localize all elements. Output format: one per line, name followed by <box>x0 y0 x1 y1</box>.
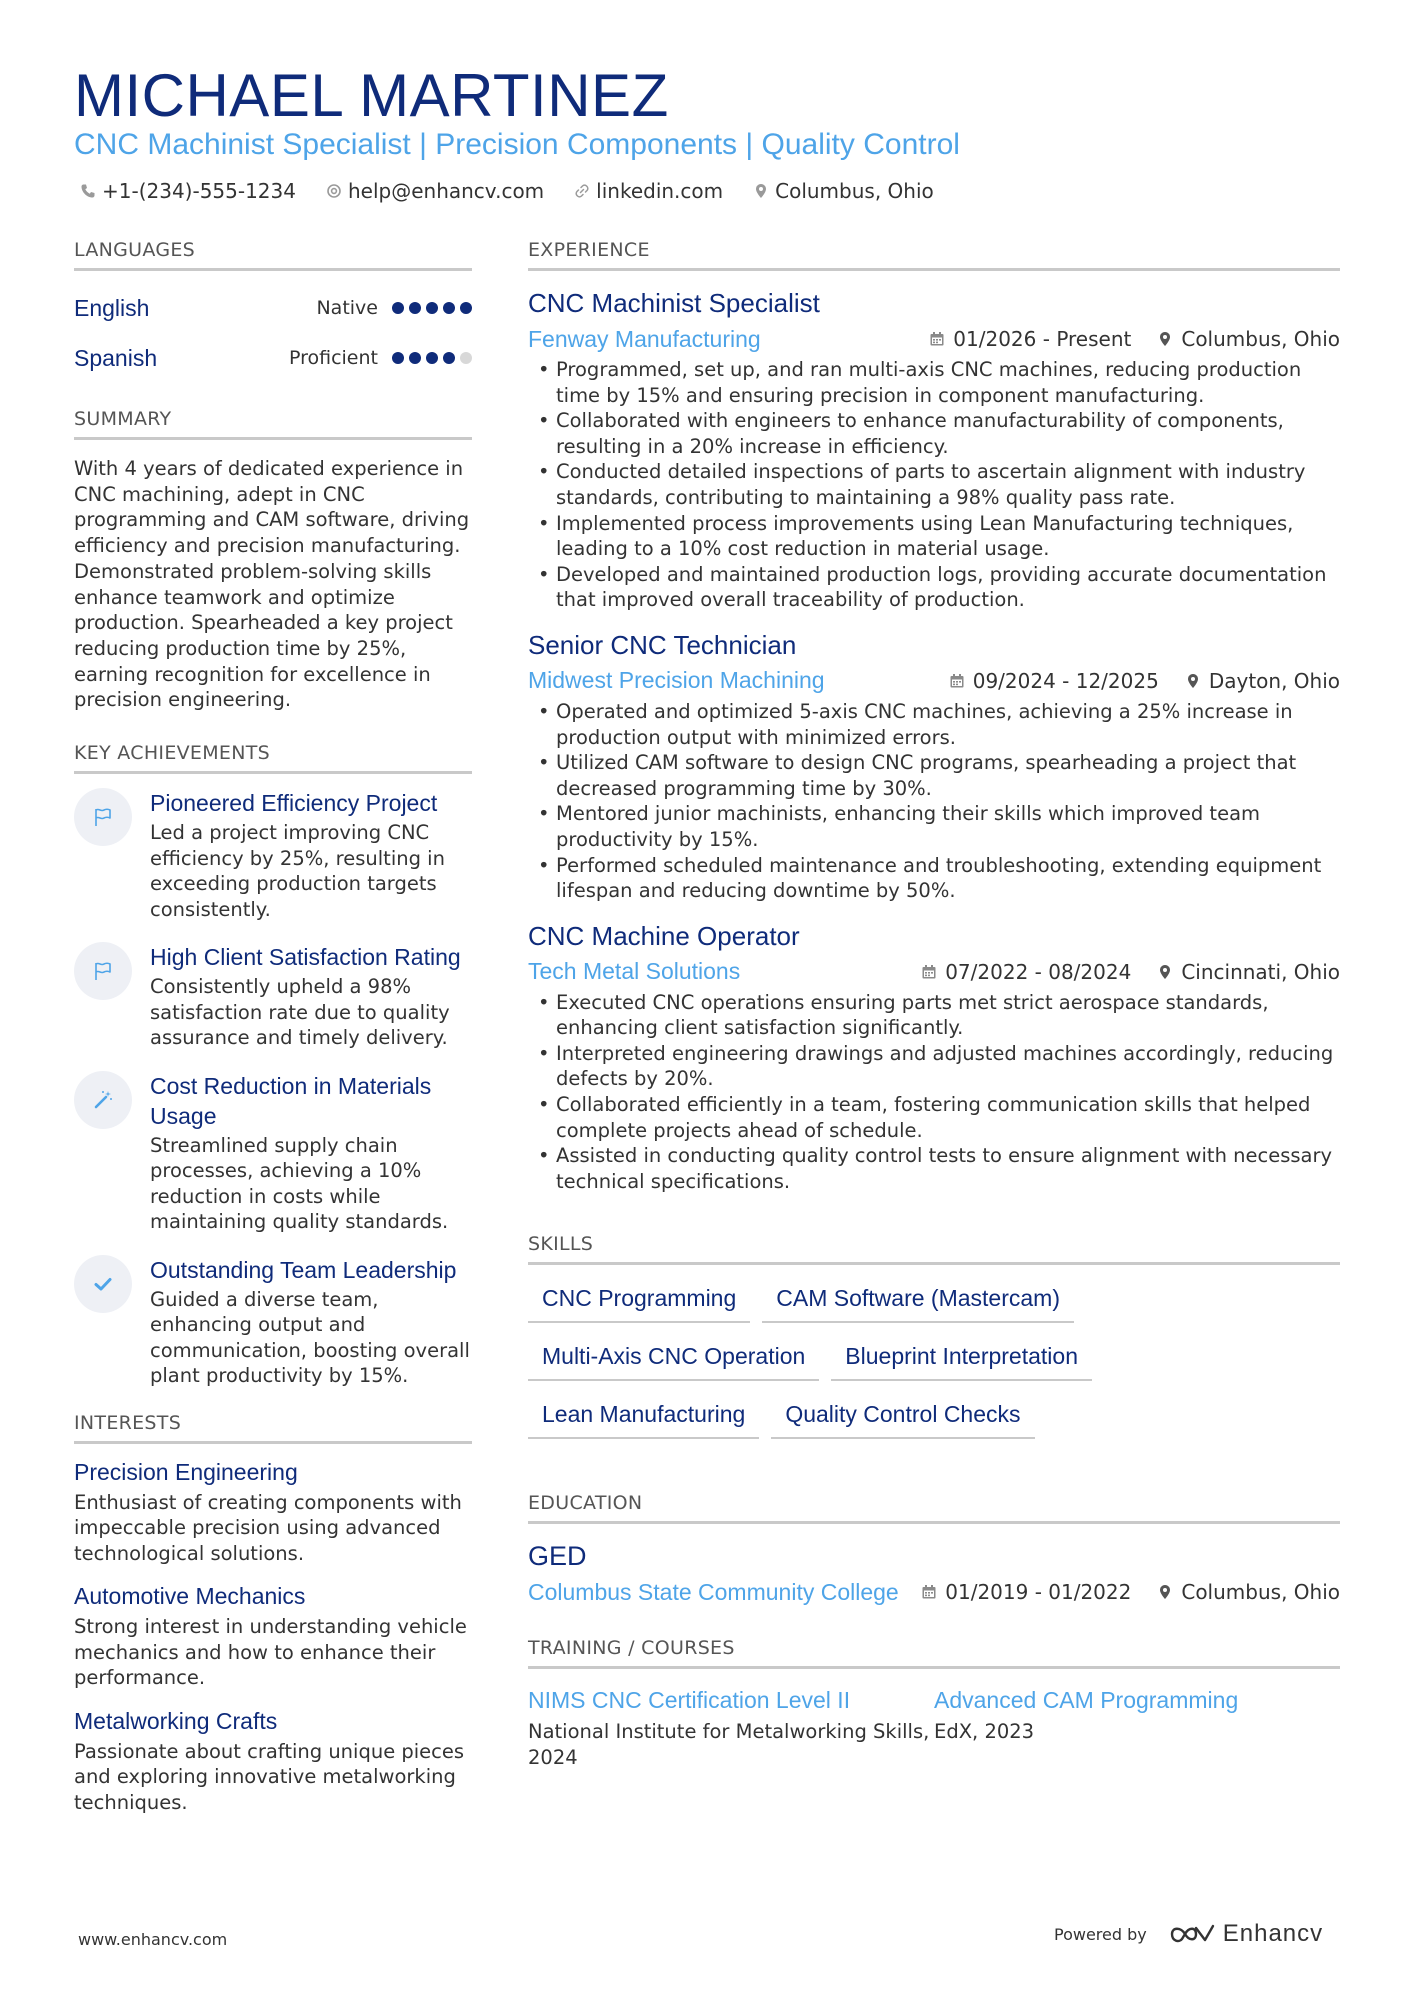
job-company: Midwest Precision Machining <box>528 667 825 694</box>
languages-section <box>74 236 472 383</box>
training-title: Advanced CAM Programming <box>934 1687 1239 1714</box>
contact-linkedin <box>574 176 723 206</box>
skill-tag: CAM Software (Mastercam) <box>762 1279 1074 1323</box>
skill-tag: Blueprint Interpretation <box>831 1337 1092 1381</box>
education-meta <box>528 1574 1340 1610</box>
brand-name: Enhancv <box>1222 1920 1324 1947</box>
achievement-title: Outstanding Team Leadership <box>150 1256 457 1283</box>
email-text[interactable]: help@enhancv.com <box>347 179 545 203</box>
achievements-heading: KEY ACHIEVEMENTS <box>74 739 472 774</box>
rating-dot-filled <box>392 302 404 314</box>
job-meta <box>528 321 1340 357</box>
magic-wand-icon <box>91 1088 115 1112</box>
rating-dot-filled <box>443 352 455 364</box>
interest-title: Metalworking Crafts <box>74 1707 278 1734</box>
at-icon <box>326 183 342 199</box>
job-entry <box>528 627 1340 904</box>
job-location <box>1157 960 1340 984</box>
skill-tag: CNC Programming <box>528 1279 750 1323</box>
job-entry <box>528 918 1340 1195</box>
interest-item <box>74 1456 472 1567</box>
achievements-section <box>74 739 472 1389</box>
job-bullet: • Assisted in conducting quality control tests to ensure alignment with necessary technical specifications. <box>528 1143 1340 1194</box>
candidate-headline: CNC Machinist Specialist | Precision Components | Quality Control <box>74 128 960 161</box>
contact-bar <box>80 176 934 206</box>
skills-list <box>528 1279 1128 1439</box>
location-pin-icon <box>1185 673 1201 689</box>
rating-dot-empty <box>460 352 472 364</box>
language-item <box>74 283 472 333</box>
job-dates-text: 09/2024 - 12/2025 <box>972 668 1159 693</box>
contact-location <box>753 176 934 206</box>
achievement-icon-wrap <box>74 942 132 1000</box>
job-bullet: • Performed scheduled maintenance and troubleshooting, extending equipment lifespan and reducing downtime by 50%. <box>528 853 1340 904</box>
interest-title: Precision Engineering <box>74 1458 298 1485</box>
job-dates <box>921 960 1131 984</box>
calendar-icon <box>929 331 945 347</box>
location-pin-icon <box>1157 1584 1173 1600</box>
summary-text: With 4 years of dedicated experience in CNC machining, adept in CNC programming and CAM software, driving efficiency and precision manufacturing. Demonstrated problem-solving skills enhance teamwork and optimize production. Spearheaded a key project reducing production time by 25%, earning recognition for excellence in precision engineering. <box>74 457 470 712</box>
job-bullet: • Collaborated with engineers to enhance manufacturability of components, resulting in a 20% increase in efficiency. <box>528 408 1340 459</box>
job-dates <box>949 669 1159 693</box>
footer-website[interactable]: www.enhancv.com <box>78 1930 228 1949</box>
job-bullet: • Developed and maintained production logs, providing accurate documentation that improved overall traceability of production. <box>528 562 1340 613</box>
location-pin-icon <box>1157 331 1173 347</box>
achievement-desc: Streamlined supply chain processes, achieving a 10% reduction in costs while maintaining quality standards. <box>150 1133 449 1234</box>
achievement-item <box>74 788 472 922</box>
skill-tag: Lean Manufacturing <box>528 1395 759 1439</box>
powered-by-text: Powered by <box>1054 1924 1147 1944</box>
interest-title: Automotive Mechanics <box>74 1583 306 1610</box>
job-bullets <box>528 990 1340 1195</box>
job-location-text: Columbus, Ohio <box>1181 327 1340 351</box>
flag-icon <box>91 959 115 983</box>
job-location <box>1185 669 1340 693</box>
rating-dot-filled <box>409 352 421 364</box>
job-title: Senior CNC Technician <box>528 629 797 660</box>
education-section <box>528 1489 1340 1610</box>
training-item <box>528 1685 934 1770</box>
achievement-item <box>74 1255 472 1389</box>
job-meta <box>528 663 1340 699</box>
training-section <box>528 1634 1340 1770</box>
languages-heading: LANGUAGES <box>74 236 472 271</box>
rating-dot-filled <box>426 352 438 364</box>
right-column <box>528 236 1340 1770</box>
job-meta <box>528 954 1340 990</box>
interest-desc: Enthusiast of creating components with impeccable precision using advanced technological solutions. <box>74 1490 462 1565</box>
achievement-icon-wrap <box>74 788 132 846</box>
footer-branding <box>1054 1920 1323 1948</box>
achievement-icon-wrap <box>74 1071 132 1129</box>
training-provider: National Institute for Metalworking Skills, 2024 <box>528 1720 930 1769</box>
interests-heading: INTERESTS <box>74 1409 472 1444</box>
summary-section <box>74 405 472 713</box>
skill-tag: Quality Control Checks <box>771 1395 1034 1439</box>
phone-text[interactable]: +1-(234)-555-1234 <box>102 179 296 203</box>
left-column <box>74 236 472 1829</box>
job-dates <box>929 327 1131 351</box>
education-school: Columbus State Community College <box>528 1578 899 1605</box>
location-pin-icon <box>753 183 769 199</box>
job-bullet: • Collaborated efficiently in a team, fostering communication skills that helped complete projects ahead of schedule. <box>528 1092 1340 1143</box>
skill-tag: Multi-Axis CNC Operation <box>528 1337 819 1381</box>
job-bullets <box>528 699 1340 904</box>
candidate-name: MICHAEL MARTINEZ <box>74 62 669 129</box>
language-level: Native <box>316 297 378 319</box>
achievement-title: High Client Satisfaction Rating <box>150 944 461 971</box>
achievement-title: Pioneered Efficiency Project <box>150 790 438 817</box>
job-location-text: Cincinnati, Ohio <box>1181 959 1340 984</box>
achievement-title: Cost Reduction in Materials Usage <box>150 1072 432 1129</box>
summary-heading: SUMMARY <box>74 405 472 440</box>
experience-heading: EXPERIENCE <box>528 236 1340 271</box>
contact-phone <box>80 176 296 206</box>
job-entry <box>528 285 1340 613</box>
language-rating <box>392 352 472 364</box>
job-location-text: Dayton, Ohio <box>1208 668 1340 693</box>
job-bullet: • Mentored junior machinists, enhancing their skills which improved team productivity by 15%. <box>528 801 1340 852</box>
calendar-icon <box>949 673 965 689</box>
job-company: Tech Metal Solutions <box>528 958 741 985</box>
interest-desc: Passionate about crafting unique pieces and exploring innovative metalworking techniques. <box>74 1739 465 1814</box>
training-provider: EdX, 2023 <box>934 1720 1035 1744</box>
rating-dot-filled <box>460 302 472 314</box>
education-heading: EDUCATION <box>528 1489 1340 1524</box>
job-bullet: • Interpreted engineering drawings and adjusted machines accordingly, reducing defects by 20%. <box>528 1041 1340 1092</box>
rating-dot-filled <box>443 302 455 314</box>
job-dates-text: 07/2022 - 08/2024 <box>945 959 1132 984</box>
experience-section <box>528 236 1340 1194</box>
check-icon <box>91 1272 115 1296</box>
job-bullet: • Executed CNC operations ensuring parts met strict aerospace standards, enhancing client satisfaction significantly. <box>528 990 1340 1041</box>
rating-dot-filled <box>426 302 438 314</box>
link-icon <box>574 183 590 199</box>
education-dates <box>921 1580 1131 1604</box>
language-name: English <box>74 294 150 321</box>
training-title: NIMS CNC Certification Level II <box>528 1687 851 1714</box>
job-bullet: • Conducted detailed inspections of parts to ascertain alignment with industry standards, contributing to maintaining a 98% quality pass rate. <box>528 459 1340 510</box>
interest-item <box>74 1705 472 1816</box>
achievement-item <box>74 1071 472 1235</box>
job-bullet: • Implemented process improvements using Lean Manufacturing techniques, leading to a 10% cost reduction in material usage. <box>528 511 1340 562</box>
phone-icon <box>80 183 96 199</box>
language-rating <box>392 302 472 314</box>
interest-desc: Strong interest in understanding vehicle mechanics and how to enhance their performance. <box>74 1615 467 1690</box>
rating-dot-filled <box>392 352 404 364</box>
skills-section <box>528 1230 1340 1439</box>
linkedin-text[interactable]: linkedin.com <box>596 179 724 203</box>
job-dates-text: 01/2026 - Present <box>953 327 1132 351</box>
language-name: Spanish <box>74 344 158 371</box>
achievement-desc: Guided a diverse team, enhancing output and communication, boosting overall plant productivity by 15%. <box>150 1287 470 1388</box>
education-dates-text: 01/2019 - 01/2022 <box>945 1580 1132 1605</box>
education-degree: GED <box>528 1541 587 1572</box>
flag-icon <box>91 805 115 829</box>
location-pin-icon <box>1157 964 1173 980</box>
language-level: Proficient <box>288 347 378 369</box>
education-location <box>1157 1580 1340 1604</box>
job-title: CNC Machine Operator <box>528 920 800 951</box>
achievement-desc: Led a project improving CNC efficiency by 25%, resulting in exceeding production targets consistently. <box>150 821 445 921</box>
achievement-item <box>74 942 472 1051</box>
achievement-desc: Consistently upheld a 98% satisfaction rate due to quality assurance and timely delivery. <box>150 975 450 1050</box>
brand-logo[interactable] <box>1169 1920 1323 1948</box>
interests-section <box>74 1409 472 1816</box>
training-item <box>934 1685 1340 1770</box>
interest-item <box>74 1580 472 1691</box>
job-bullet: • Operated and optimized 5-axis CNC machines, achieving a 25% increase in production output with minimized errors. <box>528 699 1340 750</box>
contact-email <box>326 176 544 206</box>
job-bullets <box>528 357 1340 613</box>
rating-dot-filled <box>409 302 421 314</box>
calendar-icon <box>921 1584 937 1600</box>
job-title: CNC Machinist Specialist <box>528 288 820 318</box>
achievement-icon-wrap <box>74 1255 132 1313</box>
skills-heading: SKILLS <box>528 1230 1340 1265</box>
job-location <box>1157 327 1340 351</box>
education-location-text: Columbus, Ohio <box>1181 1580 1340 1605</box>
enhancv-logo-icon <box>1169 1922 1215 1946</box>
location-text: Columbus, Ohio <box>775 179 934 203</box>
job-company: Fenway Manufacturing <box>528 325 761 352</box>
job-bullet: • Programmed, set up, and ran multi-axis CNC machines, reducing production time by 15% and ensuring precision in component manufacturing. <box>528 357 1340 408</box>
language-item <box>74 333 472 383</box>
calendar-icon <box>921 964 937 980</box>
job-bullet: • Utilized CAM software to design CNC programs, spearheading a project that decreased programming time by 30%. <box>528 750 1340 801</box>
training-heading: TRAINING / COURSES <box>528 1634 1340 1669</box>
